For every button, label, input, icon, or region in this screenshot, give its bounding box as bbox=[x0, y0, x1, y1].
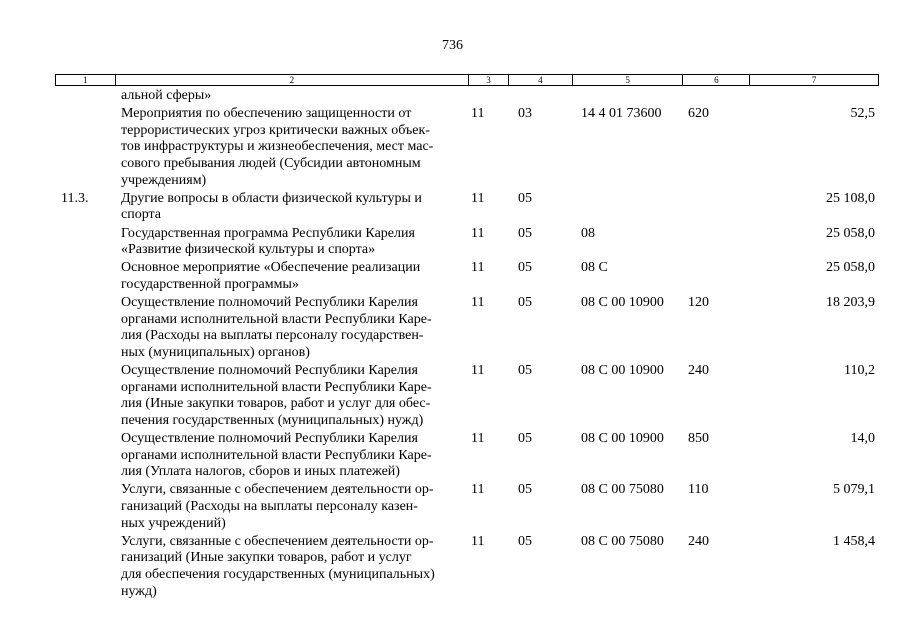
row-name-line: органами исполнительной власти Республики Каре- bbox=[121, 447, 432, 463]
row-name-line: печения государственных (муниципальных) нужд) bbox=[121, 412, 424, 428]
table-header bbox=[55, 74, 879, 86]
row-name-line: Государственная программа Республики Карелия bbox=[121, 225, 415, 241]
row-name bbox=[115, 88, 469, 105]
row-section: 11 bbox=[471, 225, 485, 241]
row-section: 11 bbox=[471, 106, 485, 122]
row-name-line: спорта bbox=[121, 207, 162, 223]
column-header-1: 1 bbox=[56, 75, 116, 85]
table-row bbox=[55, 106, 879, 189]
row-name-line: учреждениям) bbox=[121, 172, 207, 188]
row-name-line: тов инфраструктуры и жизнеобеспечения, мест мас- bbox=[121, 139, 434, 155]
row-name-line: Осуществление полномочий Республики Карелия bbox=[121, 295, 418, 311]
row-section: 11 bbox=[471, 260, 485, 276]
row-amount: 18 203,9 bbox=[826, 295, 875, 311]
column-header-5: 5 bbox=[573, 75, 684, 85]
row-amount: 14,0 bbox=[850, 431, 875, 447]
row-subsection: 05 bbox=[518, 225, 532, 241]
row-target-article bbox=[573, 88, 684, 105]
row-amount: 52,5 bbox=[850, 106, 875, 122]
row-target-article: 08 С 00 75080 bbox=[581, 482, 664, 498]
row-name-line: нужд) bbox=[121, 583, 157, 599]
row-subsection: 05 bbox=[518, 533, 532, 549]
row-name-line: террористических угроз критически важных объек- bbox=[121, 122, 430, 138]
row-name-line: Услуги, связанные с обеспечением деятельности ор- bbox=[121, 533, 434, 549]
row-expense-type: 110 bbox=[688, 482, 709, 498]
row-subsection: 05 bbox=[518, 190, 532, 206]
row-number bbox=[55, 534, 115, 600]
row-name-line: органами исполнительной власти Республики Каре- bbox=[121, 379, 432, 395]
row-name-line: ных учреждений) bbox=[121, 515, 226, 531]
row-subsection bbox=[509, 88, 573, 105]
row-amount bbox=[751, 88, 879, 105]
row-name-line: Другие вопросы в области физической культуры и bbox=[121, 190, 422, 206]
row-name-line: для обеспечения государственных (муниципальных) bbox=[121, 566, 435, 582]
row-name-line: лия (Расходы на выплаты персоналу государствен- bbox=[121, 328, 424, 344]
row-name bbox=[115, 260, 469, 293]
row-target-article: 08 С 00 10900 bbox=[581, 363, 664, 379]
row-subsection: 05 bbox=[518, 363, 532, 379]
row-subsection: 05 bbox=[518, 431, 532, 447]
row-section: 11 bbox=[471, 295, 485, 311]
row-target-article: 14 4 01 73600 bbox=[581, 106, 662, 122]
row-expense-type bbox=[684, 88, 751, 105]
row-expense-type: 240 bbox=[688, 533, 709, 549]
row-expense-type bbox=[684, 260, 751, 293]
row-name bbox=[115, 226, 469, 259]
table-row bbox=[55, 482, 879, 532]
row-expense-type bbox=[684, 191, 751, 224]
row-expense-type: 120 bbox=[688, 295, 709, 311]
row-target-article: 08 С 00 75080 bbox=[581, 533, 664, 549]
row-name-line: Осуществление полномочий Республики Карелия bbox=[121, 431, 418, 447]
row-number bbox=[55, 88, 115, 105]
row-section: 11 bbox=[471, 190, 485, 206]
row-name-line: Услуги, связанные с обеспечением деятельности ор- bbox=[121, 482, 434, 498]
row-name-line: Основное мероприятие «Обеспечение реализации bbox=[121, 260, 421, 276]
row-amount: 110,2 bbox=[844, 363, 875, 379]
row-expense-type bbox=[684, 226, 751, 259]
table-row bbox=[55, 260, 879, 293]
row-subsection: 05 bbox=[518, 482, 532, 498]
row-name bbox=[115, 363, 469, 429]
row-amount: 25 108,0 bbox=[826, 190, 875, 206]
row-number bbox=[55, 363, 115, 429]
row-amount: 1 458,4 bbox=[833, 533, 875, 549]
row-name-line: «Развитие физической культуры и спорта» bbox=[121, 242, 376, 258]
table-row bbox=[55, 295, 879, 361]
row-number bbox=[55, 431, 115, 481]
column-header-4: 4 bbox=[509, 75, 573, 85]
row-subsection: 05 bbox=[518, 260, 532, 276]
row-expense-type: 850 bbox=[688, 431, 709, 447]
column-header-3: 3 bbox=[469, 75, 509, 85]
row-name-line: органами исполнительной власти Республики Каре- bbox=[121, 311, 432, 327]
row-section: 11 bbox=[471, 363, 485, 379]
row-target-article: 08 С bbox=[581, 260, 608, 276]
row-target-article: 08 С 00 10900 bbox=[581, 295, 664, 311]
row-section: 11 bbox=[471, 431, 485, 447]
table-row bbox=[55, 534, 879, 600]
row-name-line: ных (муниципальных) органов) bbox=[121, 344, 310, 360]
row-expense-type: 240 bbox=[688, 363, 709, 379]
row-name bbox=[115, 191, 469, 224]
table-row bbox=[55, 226, 879, 259]
row-name bbox=[115, 482, 469, 532]
table-row bbox=[55, 363, 879, 429]
page-number: 736 bbox=[442, 38, 463, 53]
row-name-line: сового пребывания людей (Субсидии автономным bbox=[121, 155, 421, 171]
row-section: 11 bbox=[471, 533, 485, 549]
row-name-line: Осуществление полномочий Республики Карелия bbox=[121, 363, 418, 379]
row-number bbox=[55, 226, 115, 259]
row-section: 11 bbox=[471, 482, 485, 498]
row-amount: 25 058,0 bbox=[826, 260, 875, 276]
row-amount: 5 079,1 bbox=[833, 482, 875, 498]
table-row bbox=[55, 431, 879, 481]
row-section bbox=[469, 88, 509, 105]
row-number bbox=[55, 260, 115, 293]
column-header-7: 7 bbox=[811, 75, 817, 85]
row-name-line: лия (Иные закупки товаров, работ и услуг для обес- bbox=[121, 396, 431, 412]
row-subsection: 05 bbox=[518, 295, 532, 311]
table-row bbox=[55, 88, 879, 105]
row-amount: 25 058,0 bbox=[826, 225, 875, 241]
row-number: 11.3. bbox=[61, 190, 89, 206]
table-row bbox=[55, 191, 879, 224]
column-header-6: 6 bbox=[683, 75, 750, 85]
row-name-line: альной сферы» bbox=[121, 88, 212, 103]
row-name bbox=[115, 534, 469, 600]
column-header-2: 2 bbox=[116, 75, 469, 85]
row-target-article: 08 С 00 10900 bbox=[581, 431, 664, 447]
row-subsection: 03 bbox=[518, 106, 532, 122]
row-name-line: ганизаций (Расходы на выплаты персоналу казен- bbox=[121, 499, 418, 514]
row-number bbox=[55, 482, 115, 532]
row-name-line: государственной программы» bbox=[121, 276, 299, 292]
row-name-line: лия (Уплата налогов, сборов и иных платежей) bbox=[121, 464, 400, 480]
row-expense-type: 620 bbox=[688, 106, 709, 122]
row-target-article bbox=[573, 191, 684, 224]
row-number bbox=[55, 106, 115, 189]
row-name bbox=[115, 106, 469, 189]
table-body bbox=[55, 88, 879, 600]
row-name-line: ганизаций (Иные закупки товаров, работ и услуг bbox=[121, 550, 412, 566]
row-name bbox=[115, 431, 469, 481]
row-name bbox=[115, 295, 469, 361]
row-target-article: 08 bbox=[581, 225, 595, 241]
row-number bbox=[55, 295, 115, 361]
row-name-line: Мероприятия по обеспечению защищенности от bbox=[121, 106, 412, 122]
